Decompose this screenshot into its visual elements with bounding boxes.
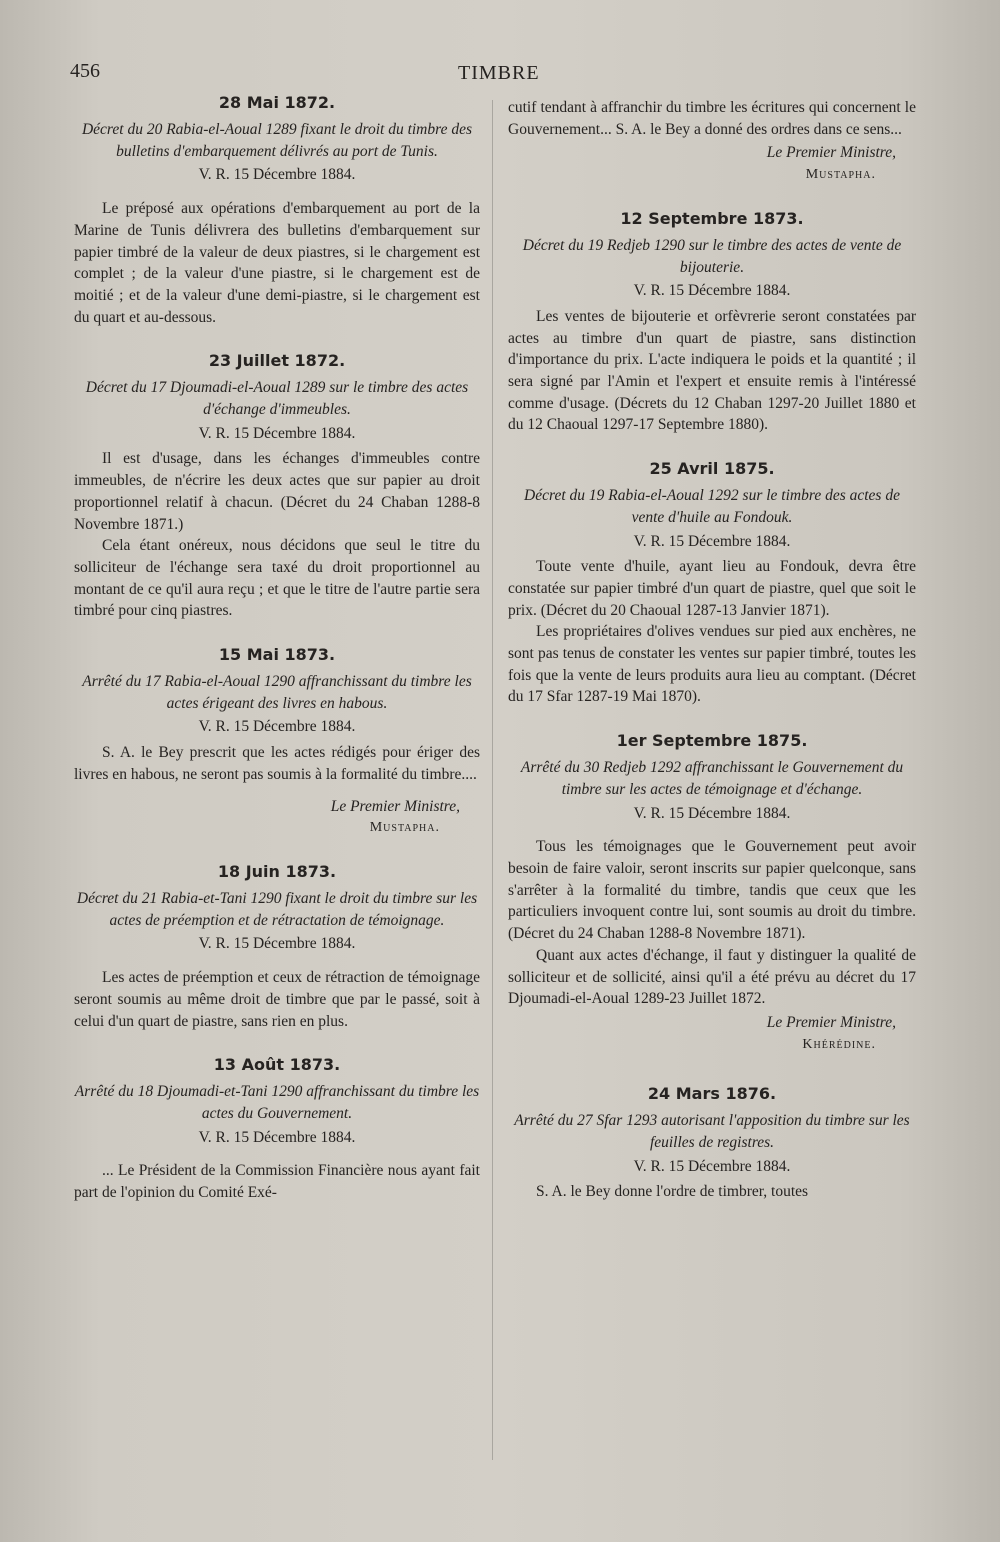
signature-name: Khérédine. [802,1036,876,1052]
section-18-juin-1873 [74,861,480,1032]
section-date: 13 Août 1873. [213,1055,341,1075]
section-title: Arrêté du 17 Rabia-el-Aoual 1290 affranchissant du timbre les actes érigeant des livres en habous. [82,673,472,712]
running-head [0,60,1000,90]
paragraph: S. A. le Bey donne l'ordre de timbrer, toutes [536,1183,809,1201]
paragraph: Cela étant onéreux, nous décidons que seul le titre du solliciteur de l'échange sera taxé du droit proportionnel au montant de ce qu'il aura reçu ; et que le titre de l'autre partie sera timbré pour cinq piastres. [74,537,480,620]
paragraph: ... Le Président de la Commission Financière nous ayant fait part de l'opinion du Comité Exé- [74,1162,480,1202]
section-date: 15 Mai 1873. [218,645,336,665]
left-column [74,92,480,1204]
section-1er-septembre-1875 [508,730,916,1055]
section-reference: V. R. 15 Décembre 1884. [198,1128,356,1146]
section-reference: V. R. 15 Décembre 1884. [198,718,356,736]
section-reference: V. R. 15 Décembre 1884. [198,424,356,442]
section-13-aout-1873 [74,1054,480,1204]
paragraph: cutif tendant à affranchir du timbre les écritures qui concernent le Gouvernement... S. A. le Bey a donné des ordres dans ce sens... [508,99,916,138]
section-24-mars-1876 [508,1083,916,1203]
section-reference: V. R. 15 Décembre 1884. [198,166,356,184]
section-25-avril-1875 [508,458,916,708]
paragraph: Quant aux actes d'échange, il faut y distinguer la qualité de solliciteur et de sollicité, ainsi qu'il a été prévu au décret du 17 Djoumadi-el-Aoual 1289-23 Juillet 1872. [508,946,916,1008]
section-title: Arrêté du 18 Djoumadi-et-Tani 1290 affranchissant du timbre les actes du Gouvernement. [74,1083,480,1122]
section-23-juillet-1872 [74,350,480,622]
page-number: 456 [70,60,100,82]
section-title: Arrêté du 27 Sfar 1293 autorisant l'apposition du timbre sur les feuilles de registres. [514,1112,910,1152]
section-reference: V. R. 15 Décembre 1884. [633,1157,791,1175]
section-reference: V. R. 15 Décembre 1884. [633,532,791,550]
section-15-mai-1873 [74,644,480,839]
section-28-mai-1872 [74,92,480,328]
section-date: 12 Septembre 1873. [620,208,804,228]
column-divider [492,100,493,1460]
paragraph: Tous les témoignages que le Gouvernement peut avoir besoin de faire valoir, seront inscrits sur papier quelconque, sans s'arrêter à la formalité du timbre, tandis que ceux que les particuliers invoquent contre lui, sont soumis au droit du timbre. (Décret du 24 Chaban 1288-8 Novembre 1871). [508,838,916,943]
section-reference: V. R. 15 Décembre 1884. [198,935,356,953]
section-date: 23 Juillet 1872. [208,351,346,371]
paragraph: Le préposé aux opérations d'embarquement au port de la Marine de Tunis délivrera des bulletins d'embarquement sur papier timbré de la valeur de deux piastres, si le chargement est complet ; de la valeur d'une piastre, si le chargement est de moitié ; et de la valeur d'une demi-piastre, si le chargement est du quart et au-dessous. [74,200,480,326]
section-title: Décret du 19 Rabia-el-Aoual 1292 sur le timbre des actes de vente d'huile au Fondouk. [524,487,900,526]
paragraph: Il est d'usage, dans les échanges d'immeubles contre immeubles, de n'écrire les deux actes que sur papier au droit proportionnel relatif à chacun. (Décret du 24 Chaban 1288-8 Novembre 1871.) [74,450,480,533]
section-title: Arrêté du 30 Redjeb 1292 affranchissant le Gouvernement du timbre sur les actes de témoignage et d'échange. [520,759,904,798]
section-reference: V. R. 15 Décembre 1884. [633,282,791,300]
paragraph: Les ventes de bijouterie et orfèvrerie seront constatées par actes au timbre d'un quart de piastre, sans distinction d'importance du prix. L'acte indiquera le poids et la quantité ; il sera signé par l'Amin et l'expert et ensuite remis à l'intéressé comme d'usage. (Décrets du 12 Chaban 1297-20 Juillet 1880 et du 12 Chaoual 1297-17 Septembre 1880). [508,307,916,434]
right-column [508,97,916,1203]
section-date: 28 Mai 1872. [218,93,336,112]
section-date: 24 Mars 1876. [647,1084,777,1104]
section-continuation [508,97,916,186]
section-reference: V. R. 15 Décembre 1884. [633,804,791,822]
section-date: 1er Septembre 1875. [616,731,808,751]
section-date: 18 Juin 1873. [217,861,337,881]
signature-name: Mustapha. [805,167,876,183]
paragraph: Les propriétaires d'olives vendues sur pied aux enchères, ne sont pas tenus de constater les ventes sur papier timbré, toutes les fois que la vente de leurs produits aura lieu au comptant. (Décret du 17 Sfar 1287-19 Mai 1870). [508,623,916,706]
running-title: TIMBRE [458,62,540,84]
paragraph: Les actes de préemption et ceux de rétraction de témoignage seront soumis au même droit de timbre que par le passé, soit à celui d'un quart de piastre, sans rien en plus. [74,969,480,1030]
section-title: Décret du 19 Redjeb 1290 sur le timbre des actes de vente de bijouterie. [522,236,902,276]
section-title: Décret du 20 Rabia-el-Aoual 1289 fixant le droit du timbre des bulletins d'embarquement délivrés au port de Tunis. [81,121,472,160]
signature-role: Le Premier Ministre, [766,1013,896,1031]
paragraph: S. A. le Bey prescrit que les actes rédigés pour ériger des livres en habous, ne seront pas soumis à la formalité du timbre.... [74,744,480,783]
section-title: Décret du 21 Rabia-et-Tani 1290 fixant le droit du timbre sur les actes de préemption et de rétractation de témoignage. [76,889,478,929]
section-12-septembre-1873 [508,208,916,436]
section-title: Décret du 17 Djoumadi-el-Aoual 1289 sur le timbre des actes d'échange d'immeubles. [85,379,469,419]
signature-name: Mustapha. [369,820,440,836]
section-date: 25 Avril 1875. [649,459,775,479]
signature-role: Le Premier Ministre, [330,797,460,815]
paragraph: Toute vente d'huile, ayant lieu au Fondouk, devra être constatée sur papier timbré d'un quart de piastre, quel que soit le prix. (Décret du 20 Chaoual 1287-13 Janvier 1871). [508,558,916,619]
signature-role: Le Premier Ministre, [766,144,896,162]
